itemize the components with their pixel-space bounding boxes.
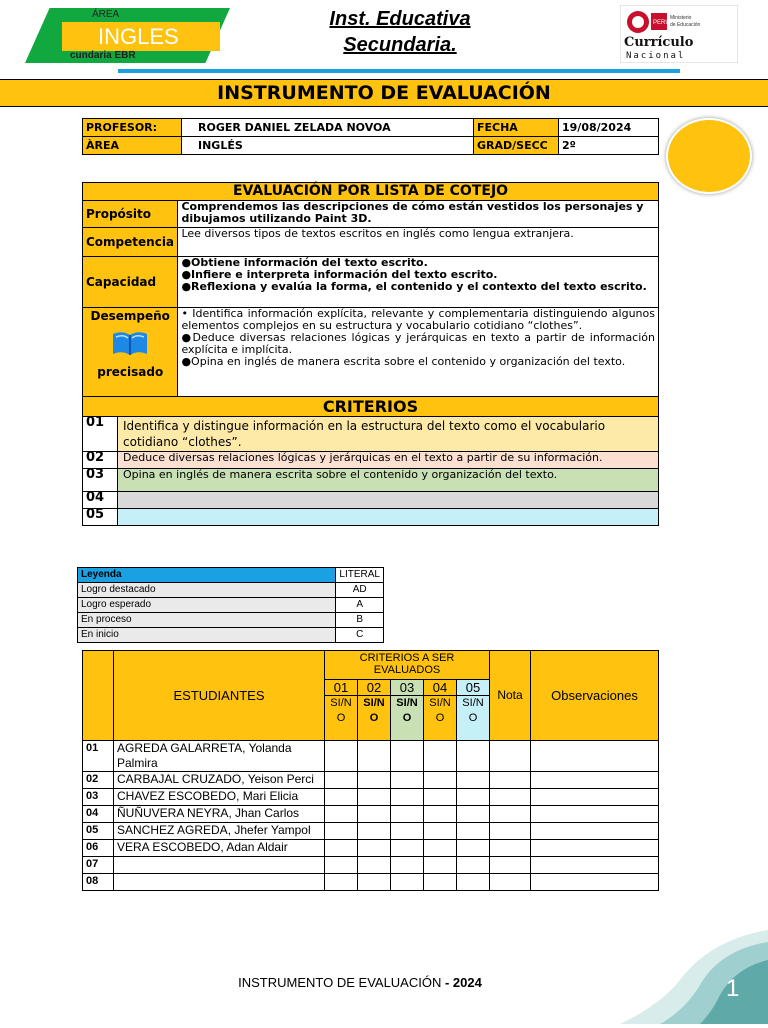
grado-value: 2º (559, 137, 659, 155)
student-name: AGREDA GALARRETA, Yolanda Palmira (114, 741, 325, 772)
capacidad-item: ●Obtiene información del texto escrito. (181, 256, 428, 269)
criterio-row (83, 452, 659, 469)
nota-cell[interactable] (490, 874, 531, 891)
footer-year: - 2024 (444, 975, 482, 990)
check-cell[interactable] (358, 823, 391, 840)
school-title-line2: Secundaria. (343, 34, 457, 56)
criterio-row (83, 417, 659, 452)
student-name: SANCHEZ AGREDA, Jhefer Yampol (114, 823, 325, 840)
criterio-text: Identifica y distingue información en la estructura del texto como el vocabulario cotidiano “clothes”. (118, 417, 659, 452)
check-cell[interactable] (358, 840, 391, 857)
leyenda-label: En proceso (78, 613, 336, 628)
fecha-value: 19/08/2024 (559, 119, 659, 137)
check-cell[interactable] (325, 840, 358, 857)
check-cell[interactable] (424, 772, 457, 789)
student-num: 01 (83, 741, 114, 772)
obs-cell[interactable] (531, 840, 659, 857)
check-cell[interactable] (391, 741, 424, 772)
nota-cell[interactable] (490, 857, 531, 874)
obs-cell[interactable] (531, 772, 659, 789)
crit-col-num: 01 (325, 680, 358, 696)
fecha-label: FECHA (474, 119, 559, 137)
info-row-area (83, 137, 659, 155)
students-table (82, 650, 659, 891)
check-cell[interactable] (358, 874, 391, 891)
footer-text: INSTRUMENTO DE EVALUACIÓN (238, 975, 442, 990)
header-divider (118, 69, 680, 73)
leyenda-label: En inicio (78, 628, 336, 643)
grado-label: GRAD/SECC (474, 137, 559, 155)
leyenda-table (77, 567, 384, 643)
check-cell[interactable] (424, 741, 457, 772)
check-cell[interactable] (424, 806, 457, 823)
student-row (83, 857, 659, 874)
crit-col-sub: SI/NO (457, 696, 490, 741)
info-row-profesor (83, 119, 659, 137)
crit-col-sub: SI/NO (325, 696, 358, 741)
check-cell[interactable] (358, 806, 391, 823)
desempeno-item: ●Opina en inglés de manera escrita sobre el contenido y organización del texto. (181, 355, 626, 368)
proposito-value: Comprendemos las descripciones de cómo están vestidos los personajes y dibujamos utilizando Paint 3D. (178, 201, 659, 228)
competencia-value: Lee diversos tipos de textos escritos en inglés como lengua extranjera. (178, 228, 659, 257)
decorative-circle (666, 118, 752, 194)
check-cell[interactable] (358, 857, 391, 874)
page-number: 1 (726, 975, 740, 1002)
crit-col-num: 03 (391, 680, 424, 696)
check-cell[interactable] (391, 789, 424, 806)
leyenda-title: Leyenda (78, 568, 336, 583)
crit-col-sub: SI/NO (391, 696, 424, 741)
check-cell[interactable] (457, 857, 490, 874)
student-row (83, 741, 659, 772)
check-cell[interactable] (358, 741, 391, 772)
check-cell[interactable] (391, 840, 424, 857)
student-name: VERA ESCOBEDO, Adan Aldair (114, 840, 325, 857)
leyenda-row (78, 583, 384, 598)
proposito-label: Propósito (83, 201, 178, 228)
student-row (83, 806, 659, 823)
school-title-line1: Inst. Educativa (329, 8, 471, 30)
student-row (83, 772, 659, 789)
area-label: ÁREA (92, 9, 120, 20)
check-cell[interactable] (391, 806, 424, 823)
leyenda-label: Logro esperado (78, 598, 336, 613)
criterio-row (83, 492, 659, 509)
student-name (114, 874, 325, 891)
logo-line1: Currículo (624, 35, 694, 50)
student-name: CHAVEZ ESCOBEDO, Mari Elicia (114, 789, 325, 806)
logo-ministry-line1: Ministerio (670, 15, 692, 21)
observaciones-header: Observaciones (531, 651, 659, 741)
info-table (82, 118, 659, 155)
subject-label: INGLES (62, 22, 220, 51)
desempeno-label-cell (83, 308, 178, 397)
criterio-text: Deduce diversas relaciones lógicas y jerárquicas en el texto a partir de su información. (118, 452, 659, 469)
desempeno-item: ●Deduce diversas relaciones lógicas y jerárquicas en texto a partir de información explícita e implícita. (181, 331, 655, 356)
check-cell[interactable] (391, 857, 424, 874)
obs-cell[interactable] (531, 857, 659, 874)
obs-cell[interactable] (531, 741, 659, 772)
student-name: CARBAJAL CRUZADO, Yeison Perci (114, 772, 325, 789)
criterio-num: 03 (83, 469, 118, 492)
profesor-label: PROFESOR: (83, 119, 182, 137)
student-num: 07 (83, 857, 114, 874)
desempeno-label: Desempeño (90, 309, 170, 323)
student-num: 06 (83, 840, 114, 857)
criterio-num: 04 (83, 492, 118, 509)
check-cell[interactable] (457, 772, 490, 789)
check-cell[interactable] (424, 857, 457, 874)
leyenda-code: B (336, 613, 384, 628)
check-cell[interactable] (391, 772, 424, 789)
capacidad-label: Capacidad (83, 257, 178, 308)
nota-cell[interactable] (490, 772, 531, 789)
student-row (83, 840, 659, 857)
check-cell[interactable] (325, 741, 358, 772)
crit-col-sub: SI/NO (358, 696, 391, 741)
obs-cell[interactable] (531, 806, 659, 823)
obs-cell[interactable] (531, 874, 659, 891)
check-cell[interactable] (358, 772, 391, 789)
student-name (114, 857, 325, 874)
curriculo-logo-icon (620, 5, 738, 63)
check-cell[interactable] (325, 806, 358, 823)
check-cell[interactable] (325, 789, 358, 806)
check-cell[interactable] (325, 772, 358, 789)
check-cell[interactable] (424, 823, 457, 840)
check-cell[interactable] (457, 741, 490, 772)
check-cell[interactable] (424, 874, 457, 891)
criterio-text: Opina en inglés de manera escrita sobre el contenido y organización del texto. (118, 469, 659, 492)
capacidad-item: ●Reflexiona y evalúa la forma, el contenido y el contexto del texto escrito. (181, 280, 647, 293)
student-row (83, 823, 659, 840)
check-cell[interactable] (391, 874, 424, 891)
check-cell[interactable] (457, 823, 490, 840)
criterio-text (118, 492, 659, 509)
leyenda-label: Logro destacado (78, 583, 336, 598)
nota-cell[interactable] (490, 806, 531, 823)
student-num: 02 (83, 772, 114, 789)
leyenda-code: AD (336, 583, 384, 598)
student-num: 04 (83, 806, 114, 823)
check-cell[interactable] (424, 789, 457, 806)
logo-country: PERÚ (653, 20, 670, 26)
student-num: 08 (83, 874, 114, 891)
criterio-num: 01 (83, 417, 118, 452)
logo-line2: Nacional (626, 51, 686, 61)
leyenda-row (78, 628, 384, 643)
num-header (83, 651, 114, 741)
leyenda-code: C (336, 628, 384, 643)
desempeno-list (178, 308, 659, 397)
nota-cell[interactable] (490, 789, 531, 806)
capacidad-list (178, 257, 659, 308)
capacidad-item: ●Infiere e interpreta información del texto escrito. (181, 268, 498, 281)
precisado-label: precisado (97, 365, 164, 379)
criterios-title: CRITERIOS (83, 397, 659, 417)
obs-cell[interactable] (531, 823, 659, 840)
criterio-num: 02 (83, 452, 118, 469)
nota-cell[interactable] (490, 840, 531, 857)
student-name: ÑUÑUVERA NEYRA, Jhan Carlos (114, 806, 325, 823)
level-label: cundaria EBR (70, 50, 136, 61)
crit-col-sub: SI/NO (424, 696, 457, 741)
criterio-row (83, 509, 659, 526)
curriculo-logo (620, 5, 738, 63)
criterio-row (83, 469, 659, 492)
leyenda-literal-header: LITERAL (336, 568, 384, 583)
area-info-value: INGLÉS (182, 137, 474, 155)
check-cell[interactable] (457, 840, 490, 857)
student-row (83, 789, 659, 806)
student-num: 05 (83, 823, 114, 840)
footer (0, 975, 720, 990)
nota-header: Nota (490, 651, 531, 741)
check-cell[interactable] (424, 840, 457, 857)
criterio-num: 05 (83, 509, 118, 526)
school-title (280, 6, 520, 58)
check-cell[interactable] (325, 857, 358, 874)
open-book-icon (110, 328, 150, 358)
leyenda-row (78, 598, 384, 613)
cotejo-table (82, 182, 659, 526)
nota-cell[interactable] (490, 823, 531, 840)
logo-ministry-line2: de Educación (670, 22, 701, 28)
check-cell[interactable] (457, 789, 490, 806)
criterios-header: CRITERIOS A SER EVALUADOS (325, 651, 490, 680)
student-row (83, 874, 659, 891)
profesor-value: ROGER DANIEL ZELADA NOVOA (182, 119, 474, 137)
crit-col-num: 05 (457, 680, 490, 696)
area-info-label: ÀREA (83, 137, 182, 155)
check-cell[interactable] (358, 789, 391, 806)
check-cell[interactable] (391, 823, 424, 840)
cotejo-title: EVALUACIÓN POR LISTA DE COTEJO (83, 183, 659, 201)
check-cell[interactable] (325, 823, 358, 840)
obs-cell[interactable] (531, 789, 659, 806)
crit-col-num: 02 (358, 680, 391, 696)
check-cell[interactable] (457, 806, 490, 823)
students-header: ESTUDIANTES (114, 651, 325, 741)
crit-col-num: 04 (424, 680, 457, 696)
leyenda-row (78, 613, 384, 628)
student-num: 03 (83, 789, 114, 806)
criterio-text (118, 509, 659, 526)
desempeno-item: • Identifica información explícita, relevante y complementaria distinguiendo algunos elementos complejos en su estructura y vocabulario cotidiano “clothes”. (181, 307, 655, 332)
check-cell[interactable] (325, 874, 358, 891)
check-cell[interactable] (457, 874, 490, 891)
nota-cell[interactable] (490, 741, 531, 772)
page-title: INSTRUMENTO DE EVALUACIÓN (0, 79, 768, 107)
leyenda-code: A (336, 598, 384, 613)
competencia-label: Competencia (83, 228, 178, 257)
